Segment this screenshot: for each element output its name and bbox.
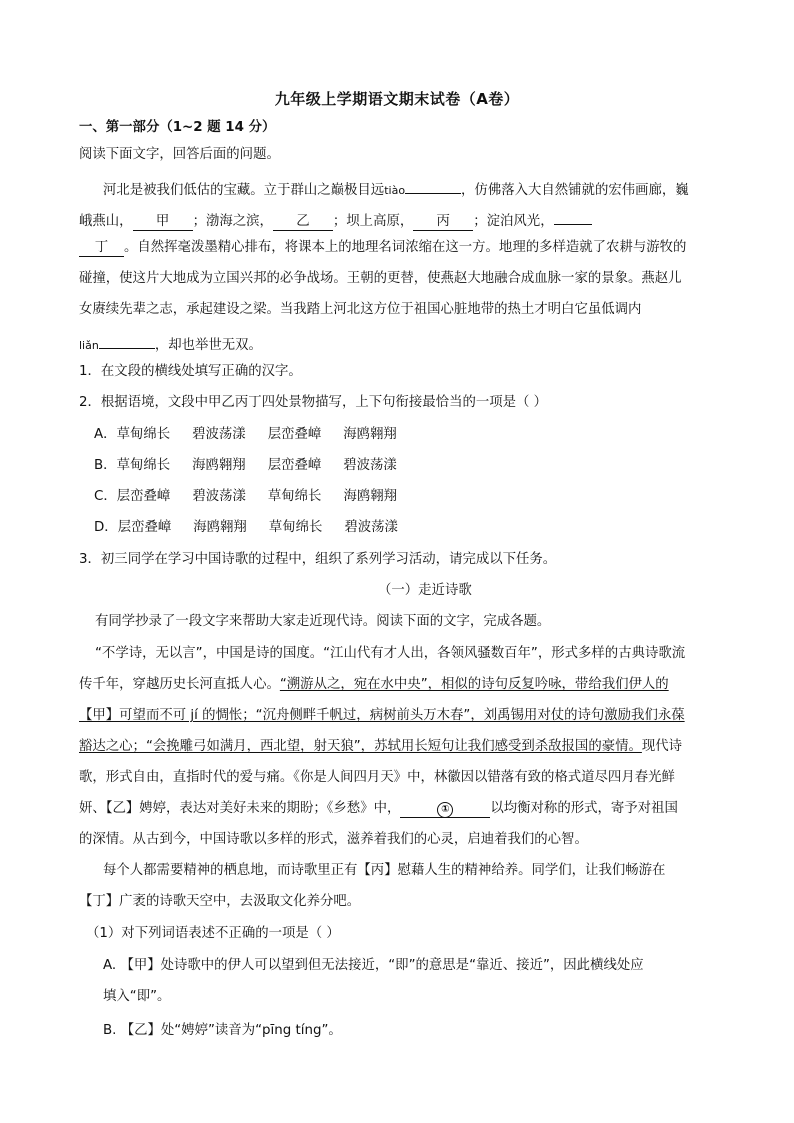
passage-line	[103, 177, 689, 200]
poem-line	[79, 738, 682, 756]
poem-line	[79, 676, 669, 694]
passage-text: 河北是被我们低估的宝藏。立于群山之巅极目远	[103, 183, 385, 198]
option-item: 层峦叠嶂	[116, 489, 171, 504]
option-item: 海鸥翱翔	[343, 489, 397, 504]
paragraph-line: 【丁】广袤的诗歌天空中，去汲取文化养分吧。	[79, 894, 361, 909]
pinyin: tiào	[384, 184, 406, 197]
passage-line	[79, 332, 262, 355]
blank-yi[interactable]: 乙	[273, 214, 333, 231]
option-item: 碧波荡漾	[192, 427, 246, 442]
passage-text: ，仿佛落入大自然铺就的宏伟画廊，巍	[461, 183, 689, 198]
option-item: 海鸥翱翔	[193, 520, 247, 535]
question-3: 3．初三同学在学习中国诗歌的过程中，组织了系列学习活动，请完成以下任务。	[79, 552, 557, 567]
circled-number: ①	[437, 802, 453, 818]
answer-blank[interactable]	[99, 332, 155, 349]
option-c[interactable]	[94, 488, 397, 506]
poem-line	[79, 800, 678, 818]
poem-text: 以均衡对称的形式，寄予对祖国	[490, 801, 678, 816]
passage-text: 峨燕山，	[79, 214, 133, 229]
blank-1[interactable]	[400, 801, 490, 818]
option-label: D．	[94, 520, 118, 535]
instruction: 有同学抄录了一段文字来帮助大家走近现代诗。阅读下面的文字，完成各题。	[95, 614, 551, 629]
option-item: 海鸥翱翔	[192, 458, 246, 473]
pinyin: liǎn	[79, 339, 99, 352]
question-1: 1．在文段的横线处填写正确的汉字。	[79, 364, 302, 379]
sub-question-1: （1）对下列词语表述不正确的一项是（ ）	[86, 926, 340, 941]
blank-bing[interactable]: 丙	[413, 214, 473, 231]
poem-text: 妍、【乙】娉婷，表达对美好未来的期盼；《乡愁》中，	[79, 801, 401, 816]
option-item: 层峦叠嶂	[117, 520, 172, 535]
option-item: 层峦叠嶂	[267, 427, 322, 442]
passage-text: 。自然挥毫泼墨精心排布，将课本上的地理名词浓缩在这一方。地理的多样造就了农耕与游牧的	[124, 240, 687, 255]
underlined-text: 【甲】可望而不可 jí 的惆怅；“沉舟侧畔千帆过，病树前头万木春”，刘禹锡用对仗的诗句激励我们永葆	[79, 708, 685, 723]
poem-line: “不学诗，无以言”，中国是诗的国度。“江山代有才人出，各领风骚数百年”，形式多样的古典诗歌流	[95, 646, 686, 661]
option-d[interactable]	[94, 519, 398, 537]
page-title: 九年级上学期语文期末试卷（A卷）	[274, 90, 520, 108]
underlined-text: “溯游从之，宛在水中央”，相似的诗句反复吟咏，带给我们伊人的	[279, 677, 669, 692]
option-item: 层峦叠嶂	[267, 458, 322, 473]
subsection-title: （一）走近诗歌	[378, 583, 472, 598]
option-item: 草甸绵长	[116, 427, 171, 442]
poem-line: 歌，形式自由，直指时代的爱与痛。《你是人间四月天》中，林徽因以错落有致的格式道尽四月春光鲜	[79, 770, 675, 785]
answer-blank[interactable]	[405, 177, 461, 194]
underlined-text: 豁达之心；“会挽雕弓如满月，西北望，射天狼”，苏轼用长短句让我们感受到杀敌报国的豪情。	[79, 739, 642, 754]
choice-a[interactable]: A. 【甲】处诗歌中的伊人可以望到但无法接近，“即”的意思是“靠近、接近”，因此横线处应	[103, 958, 644, 973]
option-item: 草甸绵长	[116, 458, 171, 473]
option-item: 碧波荡漾	[344, 520, 398, 535]
option-a[interactable]	[94, 426, 397, 444]
option-item: 碧波荡漾	[343, 458, 397, 473]
option-label: B．	[94, 458, 117, 473]
poem-line: 的深情。从古到今，中国诗歌以多样的形式，滋养着我们的心灵，启迪着我们的心智。	[79, 832, 588, 847]
blank-ding[interactable]: 丁	[79, 240, 124, 257]
passage-line	[79, 239, 686, 257]
passage-line: 女赓续先辈之志，承起建设之梁。当我踏上河北这方位于祖国心脏地带的热土才明白它虽低调内	[79, 302, 642, 317]
passage-line	[79, 208, 592, 231]
blank-jia[interactable]: 甲	[133, 214, 193, 231]
blank-ding-start[interactable]	[554, 208, 592, 225]
option-item: 草甸绵长	[268, 520, 323, 535]
option-b[interactable]	[94, 457, 397, 475]
question-2: 2．根据语境，文段中甲乙丙丁四处景物描写，上下句衔接最恰当的一项是（ ）	[79, 395, 548, 410]
passage-text: ；渤海之滨，	[192, 214, 273, 229]
passage-line: 碰撞，使这片大地成为立国兴邦的必争战场。王朝的更替，使燕赵大地融合成血脉一家的景象。燕赵儿	[79, 271, 682, 286]
poem-text: 现代诗	[641, 739, 683, 754]
choice-b[interactable]: B. 【乙】处“娉婷”读音为“pīng tíng”。	[103, 1023, 342, 1038]
choice-a-continued: 填入“即”。	[103, 989, 171, 1004]
option-item: 草甸绵长	[267, 489, 322, 504]
section-heading: 一、第一部分（1~2 题 14 分）	[79, 120, 276, 135]
passage-text: ，却也举世无双。	[154, 338, 262, 353]
option-label: C．	[94, 489, 117, 504]
option-item: 碧波荡漾	[192, 489, 246, 504]
passage-text: ；坝上高原，	[332, 214, 414, 229]
reading-instruction: 阅读下面文字，回答后面的问题。	[79, 147, 280, 162]
poem-text: 传千年，穿越历史长河直抵人心。	[79, 677, 280, 692]
option-item: 海鸥翱翔	[343, 427, 397, 442]
option-label: A．	[94, 427, 117, 442]
passage-text: ；淀泊风光，	[473, 214, 554, 229]
paragraph-line: 每个人都需要精神的栖息地，而诗歌里正有【丙】慰藉人生的精神给养。同学们，让我们畅游在	[103, 863, 666, 878]
